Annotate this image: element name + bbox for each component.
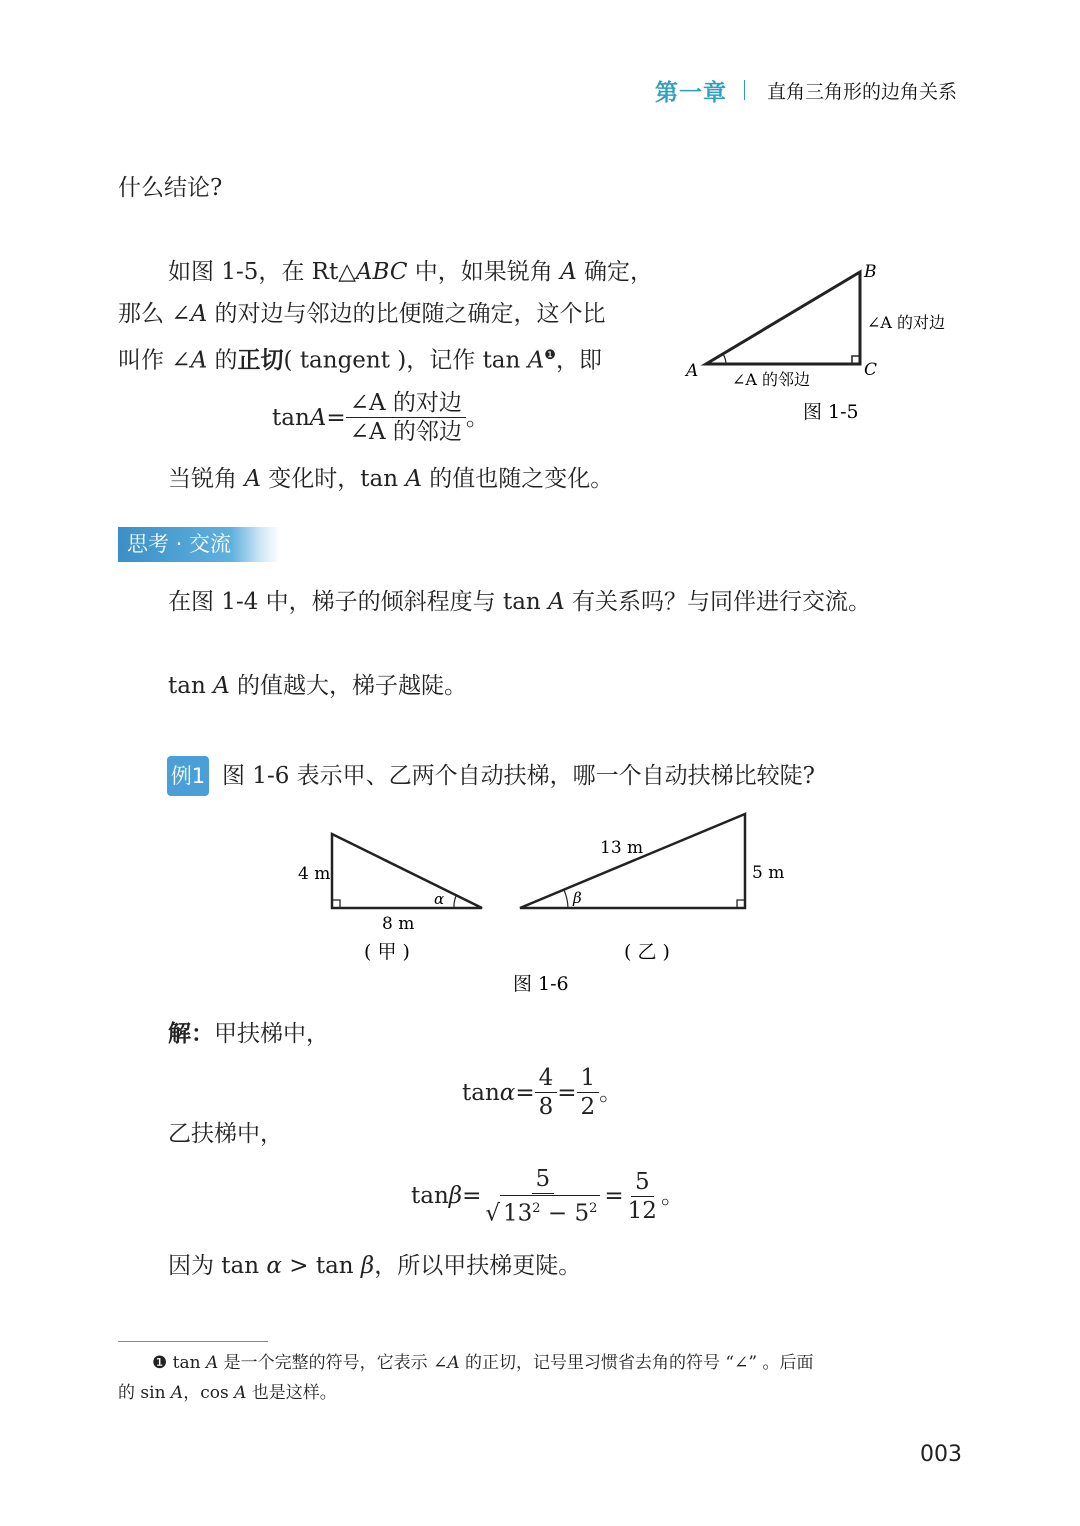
triangle-abc — [706, 272, 860, 364]
vertex-b: B — [864, 262, 877, 282]
alpha-label: α — [434, 890, 445, 908]
chapter-label: 第一章 — [655, 80, 727, 106]
intro-line: 什么结论? — [118, 175, 223, 201]
example-badge: 例1 — [167, 756, 209, 796]
jia-height-label: 4 m — [298, 864, 331, 884]
solution-label: 解： — [168, 1020, 214, 1047]
yi-height-label: 5 m — [752, 863, 785, 883]
footnote-line2: 的 sin A，cos A 也是这样。 — [118, 1383, 337, 1403]
think-answer: tan A 的值越大，梯子越陡。 — [168, 673, 468, 699]
jia-base-label: 8 m — [382, 914, 415, 934]
para1-line1: 如图 1-5，在 Rt△ABC 中，如果锐角 A 确定， — [168, 259, 654, 285]
para2: 当锐角 A 变化时，tan A 的值也随之变化。 — [168, 466, 614, 492]
formula-tan-beta: tan β = $\frac{5}{√ 13^2 - 5^2}$ = $\frac{5}{12}$ 。 — [411, 1166, 684, 1227]
adjacent-label: ∠A 的邻边 — [732, 370, 811, 389]
figure-caption: 图 1-6 — [513, 973, 569, 995]
figure-caption: 图 1-5 — [803, 401, 859, 423]
solution-line1: 解：甲扶梯中， — [168, 1020, 329, 1047]
jia-caption: ( 甲 ) — [364, 941, 410, 963]
example-text: 图 1-6 表示甲、乙两个自动扶梯，哪一个自动扶梯比较陡? — [222, 763, 815, 789]
para1-line2: 那么 ∠A 的对边与邻边的比便随之确定，这个比 — [118, 301, 606, 327]
solution-line2: 乙扶梯中， — [168, 1121, 283, 1147]
footnote-line1: ❶ tan A 是一个完整的符号，它表示 ∠A 的正切，记号里习惯省去角的符号 “∠” 。后面 — [152, 1353, 814, 1373]
formula-tan-alpha: tan α = $\frac{4}{8}$ = $\frac{1}{2}$ 。 — [462, 1065, 623, 1120]
escalator-jia — [298, 834, 482, 963]
footnote-divider — [118, 1341, 268, 1342]
think-discuss-badge: 思考 · 交流 — [118, 527, 280, 562]
opposite-label: ∠A 的对边 — [867, 313, 946, 332]
vertex-a: A — [686, 361, 699, 381]
beta-label: β — [573, 889, 582, 907]
chapter-title: 直角三角形的边角关系 — [767, 81, 958, 103]
yi-caption: ( 乙 ) — [624, 941, 670, 963]
figure-1-6 — [280, 808, 800, 998]
header-separator — [744, 80, 745, 100]
para1-line3: 叫作 ∠A 的正切( tangent )，记作 $\tan A^❶$，即 — [118, 346, 602, 374]
yi-hypotenuse-label: 13 m — [600, 838, 644, 858]
think-question: 在图 1-4 中，梯子的倾斜程度与 tan A 有关系吗？与同伴进行交流。 — [168, 589, 871, 615]
vertex-c: C — [864, 360, 878, 380]
footnote-ref: ❶ — [544, 348, 556, 363]
figure-1-5 — [680, 258, 970, 428]
solution-conclusion: 因为 tan α > tan β，所以甲扶梯更陡。 — [168, 1253, 582, 1279]
footnote-marker: ❶ — [152, 1353, 168, 1373]
formula-tanA: tan A = $\frac{\text{∠A 的对边}}{\text{∠A 的邻边}}$ 。 — [272, 390, 489, 445]
page-number: 003 — [920, 1442, 962, 1467]
term-tangent: 正切 — [237, 346, 284, 374]
escalator-yi — [520, 814, 784, 963]
